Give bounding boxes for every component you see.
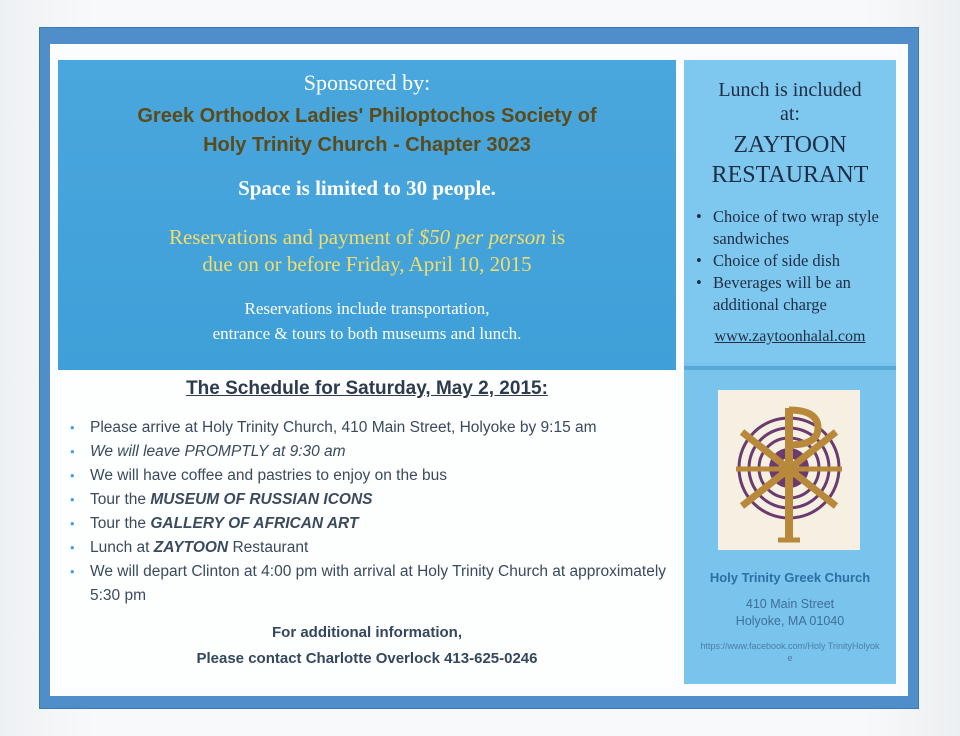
schedule-panel	[58, 370, 676, 688]
schedule-item-suffix: Restaurant	[228, 539, 309, 556]
payment-suffix: is	[545, 225, 566, 249]
bullet-icon: •	[696, 251, 702, 270]
schedule-item-text: We will have coffee and pastries to enjoy on the bus	[90, 467, 448, 484]
sponsor-panel	[58, 60, 676, 370]
restaurant-website-link[interactable]: www.zaytoonhalal.com	[714, 328, 866, 345]
address-line-1: 410 Main Street	[745, 597, 835, 611]
schedule-item	[66, 560, 670, 608]
schedule-item-text: Tour the	[90, 491, 151, 508]
bullet-icon: •	[70, 420, 75, 435]
space-limited-notice: Space is limited to 30 people.	[238, 176, 496, 200]
lunch-heading-line-2: at:	[780, 103, 800, 125]
schedule-item	[66, 464, 670, 488]
lunch-heading	[684, 78, 896, 126]
church-name: Holy Trinity Greek Church	[709, 570, 871, 585]
lunch-item-text: Choice of two wrap style sandwiches	[713, 207, 879, 248]
society-line-2: Holy Trinity Church - Chapter 3023	[203, 134, 531, 156]
lunch-panel	[684, 60, 896, 362]
bullet-icon: •	[70, 468, 75, 483]
contact-line-1: For additional information,	[272, 624, 462, 641]
schedule-item-text: We will depart Clinton at 4:00 pm with arrival at Holy Trinity Church at approximately 5:30 pm	[90, 563, 667, 604]
bullet-icon: •	[70, 516, 75, 531]
contact-info	[58, 620, 676, 672]
lunch-item-text: Choice of side dish	[713, 251, 840, 270]
schedule-item	[66, 512, 670, 536]
address-line-2: Holyoke, MA 01040	[735, 614, 845, 628]
schedule-item-emphasis: ZAYTOON	[153, 539, 229, 556]
schedule-item-emphasis: GALLERY OF AFRICAN ART	[150, 515, 359, 532]
bullet-icon: •	[696, 273, 702, 292]
restaurant-name	[684, 130, 896, 190]
church-address	[684, 596, 896, 630]
bullet-icon: •	[70, 492, 75, 507]
payment-line-1	[58, 224, 676, 251]
payment-amount: $50 per person	[418, 225, 546, 249]
lunch-item	[694, 206, 890, 250]
restaurant-line-2: RESTAURANT	[711, 162, 869, 188]
contact-line-2: Please contact Charlotte Overlock 413-625-0246	[196, 650, 538, 667]
chi-rho-symbol	[718, 390, 860, 550]
bullet-icon: •	[70, 564, 75, 579]
chi-rho-icon	[718, 390, 860, 550]
facebook-link[interactable]: https://www.facebook.com/Holy TrinityHolyoke	[700, 641, 880, 663]
payment-prefix: Reservations and payment of	[168, 225, 419, 249]
schedule-item-text: Tour the	[90, 515, 151, 532]
reservation-includes	[58, 296, 676, 346]
bullet-icon: •	[70, 444, 75, 459]
schedule-list	[66, 416, 670, 608]
schedule-item	[66, 440, 670, 464]
schedule-item	[66, 488, 670, 512]
lunch-item	[694, 250, 890, 272]
bullet-icon: •	[696, 207, 702, 226]
sidebar	[684, 60, 896, 684]
schedule-item	[66, 416, 670, 440]
society-name	[58, 102, 676, 160]
schedule-item-text: Please arrive at Holy Trinity Church, 410 Main Street, Holyoke by 9:15 am	[90, 419, 597, 436]
includes-line-2: entrance & tours to both museums and lunch.	[212, 324, 522, 343]
schedule-title: The Schedule for Saturday, May 2, 2015:	[186, 378, 548, 399]
includes-line-1: Reservations include transportation,	[244, 299, 490, 318]
schedule-item	[66, 536, 670, 560]
society-line-1: Greek Orthodox Ladies' Philoptochos Society of	[137, 105, 597, 127]
schedule-item-emphasis: MUSEUM OF RUSSIAN ICONS	[150, 491, 373, 508]
payment-notice	[58, 224, 676, 278]
lunch-heading-line-1: Lunch is included	[718, 79, 862, 101]
restaurant-line-1: ZAYTOON	[733, 132, 847, 158]
lunch-details	[694, 206, 890, 316]
lunch-item	[694, 272, 890, 316]
sidebar-divider	[684, 366, 896, 370]
schedule-item-text: We will leave PROMPTLY at 9:30 am	[90, 443, 346, 460]
schedule-item-text: Lunch at	[90, 539, 154, 556]
lunch-item-text: Beverages will be an additional charge	[713, 273, 851, 314]
sponsored-by-label: Sponsored by:	[303, 70, 431, 95]
payment-line-2: due on or before Friday, April 10, 2015	[202, 252, 532, 276]
bullet-icon: •	[70, 540, 75, 555]
